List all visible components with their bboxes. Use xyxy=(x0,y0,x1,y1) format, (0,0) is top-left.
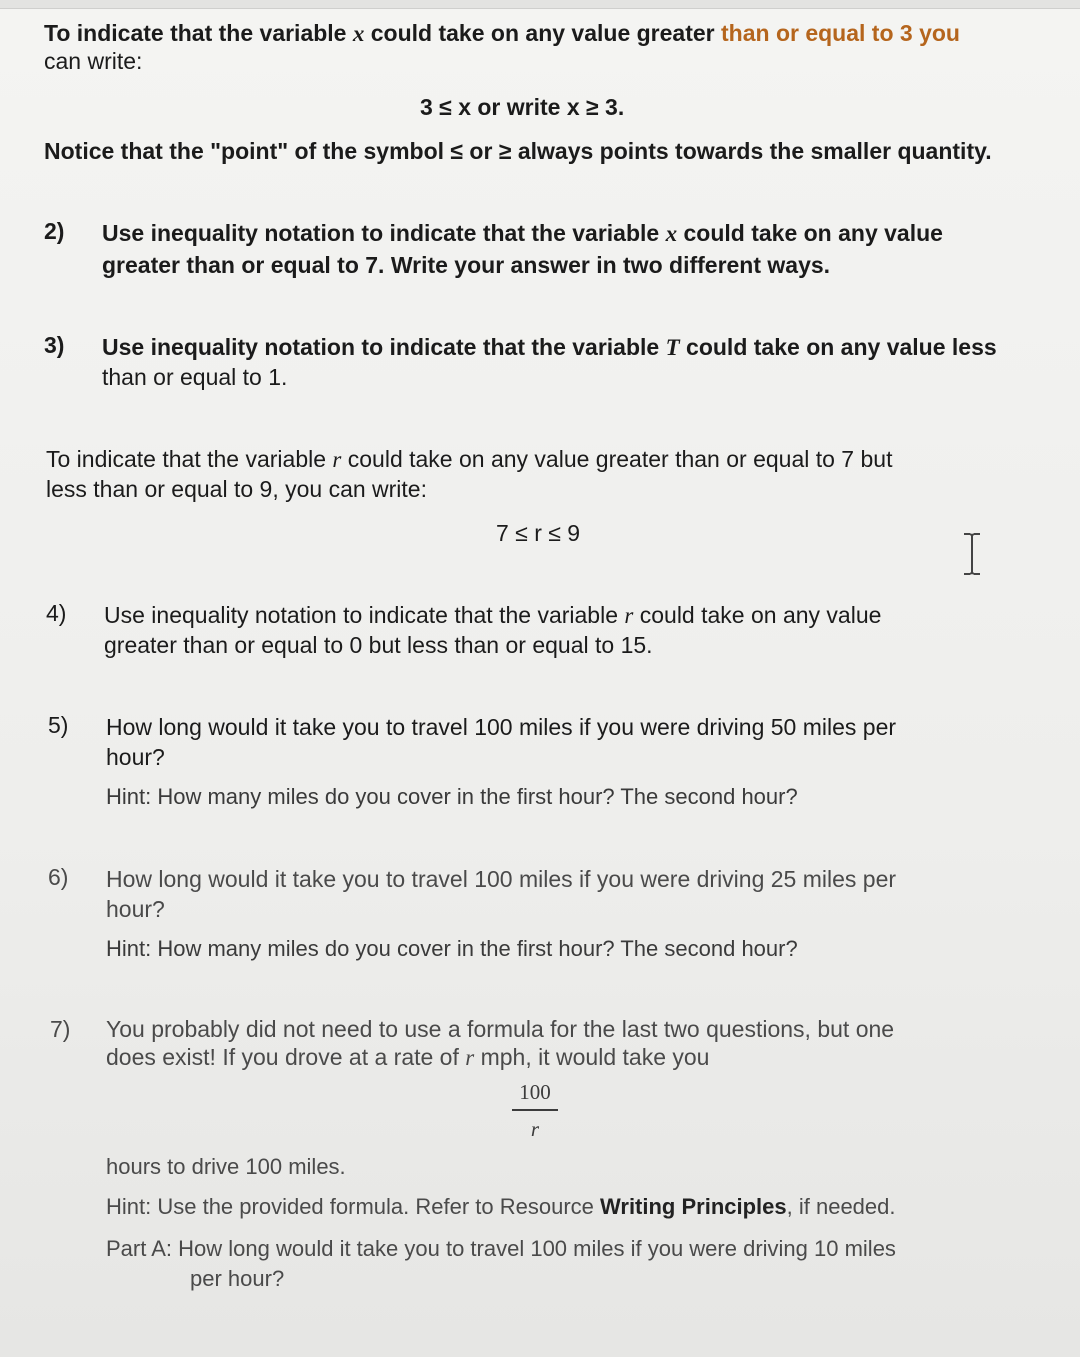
intro2-line2: less than or equal to 9, you can write: xyxy=(46,476,427,502)
q4-var: r xyxy=(624,603,634,628)
intro1-text-a: To indicate that the variable xyxy=(44,20,353,46)
q5-hint: Hint: How many miles do you cover in the first hour? The second hour? xyxy=(106,784,798,809)
intro2-text-a: To indicate that the variable xyxy=(46,446,333,472)
top-rule xyxy=(0,0,1080,9)
q2-line2: greater than or equal to 7. Write your answer in two different ways. xyxy=(102,252,831,278)
q7-partA-line2: per hour? xyxy=(190,1266,285,1291)
intro2-line1 xyxy=(46,444,1046,475)
intro1-line1 xyxy=(44,18,1044,49)
q4-text-b: could take on any value xyxy=(633,602,882,628)
q3-line2: than or equal to 1. xyxy=(102,364,288,390)
q3-text-b: could take on any value less xyxy=(679,334,997,360)
q7-text-b: mph, it would take you xyxy=(474,1044,710,1070)
q2-line1 xyxy=(102,218,1062,249)
q4-text-a: Use inequality notation to indicate that the variable xyxy=(104,602,625,628)
q6-hint: Hint: How many miles do you cover in the first hour? The second hour? xyxy=(106,936,798,961)
q7-after: hours to drive 100 miles. xyxy=(106,1154,346,1179)
intro1-math: 3 ≤ x or write x ≥ 3. xyxy=(420,94,625,120)
q7-line2 xyxy=(106,1042,1066,1073)
q7-line1: You probably did not need to use a formula for the last two questions, but one xyxy=(106,1016,895,1042)
fraction-denominator: r xyxy=(530,1117,540,1141)
q4-number: 4) xyxy=(46,600,67,626)
q5-number: 5) xyxy=(48,712,69,738)
intro2-var: r xyxy=(332,447,342,472)
q5-line2: hour? xyxy=(106,744,165,770)
q6-number: 6) xyxy=(48,864,69,890)
q5-line1: How long would it take you to travel 100 miles if you were driving 50 miles per xyxy=(106,714,897,740)
q3-var: T xyxy=(665,335,680,360)
intro1-line2: can write: xyxy=(44,48,143,74)
q7-number: 7) xyxy=(50,1016,71,1042)
q7-text-a: does exist! If you drove at a rate of xyxy=(106,1044,466,1070)
q7-hint xyxy=(106,1192,1066,1222)
q6-line1: How long would it take you to travel 100 miles if you were driving 25 miles per xyxy=(106,866,897,892)
intro1-var: x xyxy=(352,21,365,46)
intro2-text-b: could take on any value greater than or equal to 7 but xyxy=(341,446,893,472)
fraction-bar xyxy=(512,1109,558,1111)
q4-line2: greater than or equal to 0 but less than or equal to 15. xyxy=(104,632,653,658)
q3-text-a: Use inequality notation to indicate that the variable xyxy=(102,334,666,360)
q7-var: r xyxy=(465,1045,475,1070)
q7-fraction xyxy=(512,1080,558,1142)
q2-var: x xyxy=(665,221,678,246)
intro2-math: 7 ≤ r ≤ 9 xyxy=(496,520,581,546)
q3-line1 xyxy=(102,332,1062,363)
intro1-text-b: could take on any value greater xyxy=(364,20,721,46)
q2-number: 2) xyxy=(44,218,65,244)
q2-text-b: could take on any value xyxy=(677,220,943,246)
intro1-notice: Notice that the "point" of the symbol ≤ or ≥ always points towards the smaller quantity. xyxy=(44,138,992,164)
q3-number: 3) xyxy=(44,332,65,358)
q6-line2: hour? xyxy=(106,896,165,922)
q4-line1 xyxy=(104,600,1064,631)
fraction-numerator: 100 xyxy=(519,1080,551,1104)
intro1-text-c: than or equal to 3 you xyxy=(721,20,960,46)
text-cursor-icon xyxy=(960,532,984,576)
q7-hint-text-a: Hint: Use the provided formula. Refer to Resource xyxy=(106,1194,601,1219)
q7-partA-line1: Part A: How long would it take you to travel 100 miles if you were driving 10 miles xyxy=(106,1236,896,1261)
writing-principles-link[interactable]: Writing Principles xyxy=(600,1194,787,1219)
q2-text-a: Use inequality notation to indicate that the variable xyxy=(102,220,666,246)
q7-hint-text-b: , if needed. xyxy=(786,1194,896,1219)
